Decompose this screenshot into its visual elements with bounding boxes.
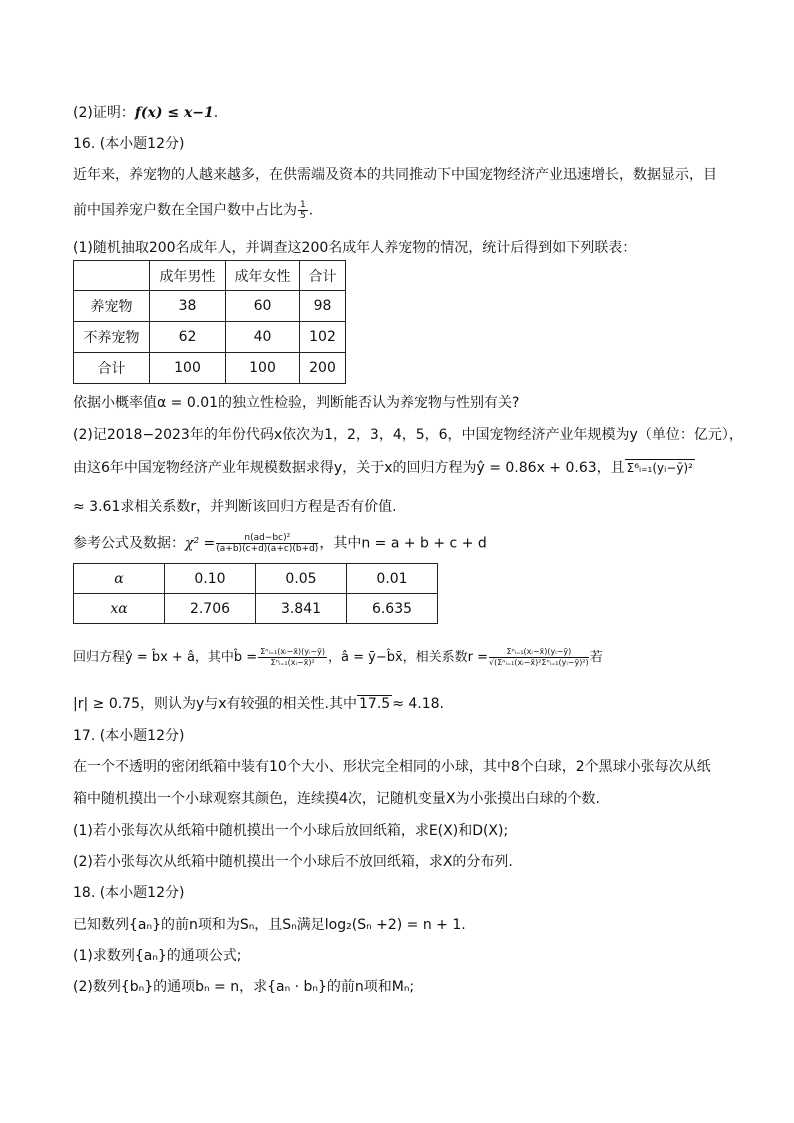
- table-cell: 40: [226, 322, 300, 353]
- q18-part1: (1)求数列{aₙ}的通项公式;: [73, 948, 242, 964]
- table-row: [74, 564, 438, 594]
- table-cell: 200: [300, 353, 346, 384]
- r-fraction: $\frac{\text{Σⁿᵢ₌₁(xᵢ−x̄)(yᵢ−ȳ)}}{\text{√(Σⁿᵢ₌₁(xᵢ−x̄)²Σⁿᵢ₌₁(yᵢ−ȳ)²)}}$: [489, 647, 589, 667]
- table-cell: 62: [150, 322, 226, 353]
- table-row: [74, 353, 346, 384]
- q16-part2-line1: (2)记2018−2023年的年份代码x依次为1，2，3，4，5，6，中国宠物经济产业年规模为y（单位：亿元），: [73, 427, 743, 443]
- sqrt-sum-squares: Σ⁶ᵢ₌₁(yᵢ−ȳ)²: [626, 461, 693, 475]
- table-cell: 0.05: [256, 564, 347, 594]
- table-cell: xα: [74, 594, 165, 624]
- q16-header: 16. (本小题12分): [73, 136, 185, 152]
- q16-part1-text: (1)随机抽取200名成年人，并调查这200名成年人养宠物的情况，统计后得到如下列联表：: [73, 240, 637, 256]
- fraction-one-fifth: $\frac{1}{5}$: [300, 200, 306, 221]
- q17-line1: 在一个不透明的密闭纸箱中装有10个大小、形状完全相同的小球，其中8个白球，2个黑球小张每次从纸: [73, 759, 711, 775]
- regression-formula-line: 回归方程ŷ = b̂x + â，其中b̂ = $\frac{\text{Σⁿᵢ₌₁(xᵢ−x̄)(yᵢ−ȳ)}}{\text{Σⁿᵢ₌₁(xᵢ−x̄)²}}$ ，â = ȳ−b̂x̄，相关系数r = $\frac{\text{Σⁿᵢ₌₁(xᵢ−x̄)(yᵢ−ȳ)}}{\text{√(Σⁿᵢ₌₁(xᵢ−x̄)²Σⁿᵢ₌₁(yᵢ−ȳ)²)}}$ 若: [73, 647, 603, 667]
- table-cell: α: [74, 564, 165, 594]
- table-cell: 6.635: [347, 594, 438, 624]
- reference-formula-line: 参考公式及数据：χ² = $\frac{\text{n(ad−bc)²}}{(a+b)(c+d)(a+c)(b+d)}$ ，其中n = a + b + c + d: [73, 533, 487, 554]
- table-row: [74, 322, 346, 353]
- q15-part2: (2)证明：f(x) ≤ x−1.: [73, 105, 219, 121]
- sqrt-17-5: 17.5: [359, 696, 391, 712]
- q17-line2: 箱中随机摸出一个小球观察其颜色，连续摸4次，记随机变量X为小张摸出白球的个数.: [73, 791, 600, 807]
- q16-part2-line2: 由这6年中国宠物经济产业年规模数据求得y，关于x的回归方程为ŷ = 0.86x + 0.63，且 Σ⁶ᵢ₌₁(yᵢ−ȳ)²: [73, 460, 693, 476]
- table-cell: 38: [150, 291, 226, 322]
- table-cell: 3.841: [256, 594, 347, 624]
- table-cell: 0.01: [347, 564, 438, 594]
- table-cell: 100: [226, 353, 300, 384]
- table-header-cell: 成年男性: [150, 261, 226, 291]
- q18-line1: 已知数列{aₙ}的前n项和为Sₙ，且Sₙ满足log₂(Sₙ +2) = n + 1.: [73, 917, 466, 933]
- table-cell: 2.706: [165, 594, 256, 624]
- table-cell: 不养宠物: [74, 322, 150, 353]
- b-hat-fraction: $\frac{\text{Σⁿᵢ₌₁(xᵢ−x̄)(yᵢ−ȳ)}}{\text{Σⁿᵢ₌₁(xᵢ−x̄)²}}$: [260, 647, 325, 667]
- table-row: [74, 594, 438, 624]
- q16-part2-line3: ≈ 3.61求相关系数r，并判断该回归方程是否有价值.: [73, 499, 397, 515]
- q16-last-line: |r| ≥ 0.75，则认为y与x有较强的相关性.其中 17.5 ≈ 4.18.: [73, 696, 444, 712]
- q18-part2: (2)数列{bₙ}的通项bₙ = n，求{aₙ · bₙ}的前n项和Mₙ;: [73, 979, 415, 995]
- q16-intro-line1: 近年来，养宠物的人越来越多，在供需端及资本的共同推动下中国宠物经济产业迅速增长，数据显示，目: [73, 167, 717, 183]
- table-cell: 养宠物: [74, 291, 150, 322]
- q17-header: 17. (本小题12分): [73, 728, 185, 744]
- table-header-cell: 成年女性: [226, 261, 300, 291]
- table-cell: 98: [300, 291, 346, 322]
- critical-value-table: [73, 563, 438, 624]
- table-cell: 102: [300, 322, 346, 353]
- chi-square-fraction: $\frac{\text{n(ad−bc)²}}{(a+b)(c+d)(a+c)(b+d)}$: [216, 533, 319, 554]
- table-cell: 0.10: [165, 564, 256, 594]
- table-cell: 合计: [74, 353, 150, 384]
- table-cell: 60: [226, 291, 300, 322]
- table-header-cell: 合计: [300, 261, 346, 291]
- q17-part2: (2)若小张每次从纸箱中随机摸出一个小球后不放回纸箱，求X的分布列.: [73, 854, 513, 870]
- q17-part1: (1)若小张每次从纸箱中随机摸出一个小球后放回纸箱，求E(X)和D(X);: [73, 823, 509, 839]
- q16-part1-question: 依据小概率值α = 0.01的独立性检验，判断能否认为养宠物与性别有关?: [73, 395, 520, 411]
- table-cell: 100: [150, 353, 226, 384]
- table-header-cell: [74, 261, 150, 291]
- q18-header: 18. (本小题12分): [73, 885, 185, 901]
- q16-intro-line2: 前中国养宠户数在全国户数中占比为 $\frac{1}{5}$ .: [73, 200, 314, 221]
- contingency-table: [73, 260, 346, 384]
- table-row: [74, 291, 346, 322]
